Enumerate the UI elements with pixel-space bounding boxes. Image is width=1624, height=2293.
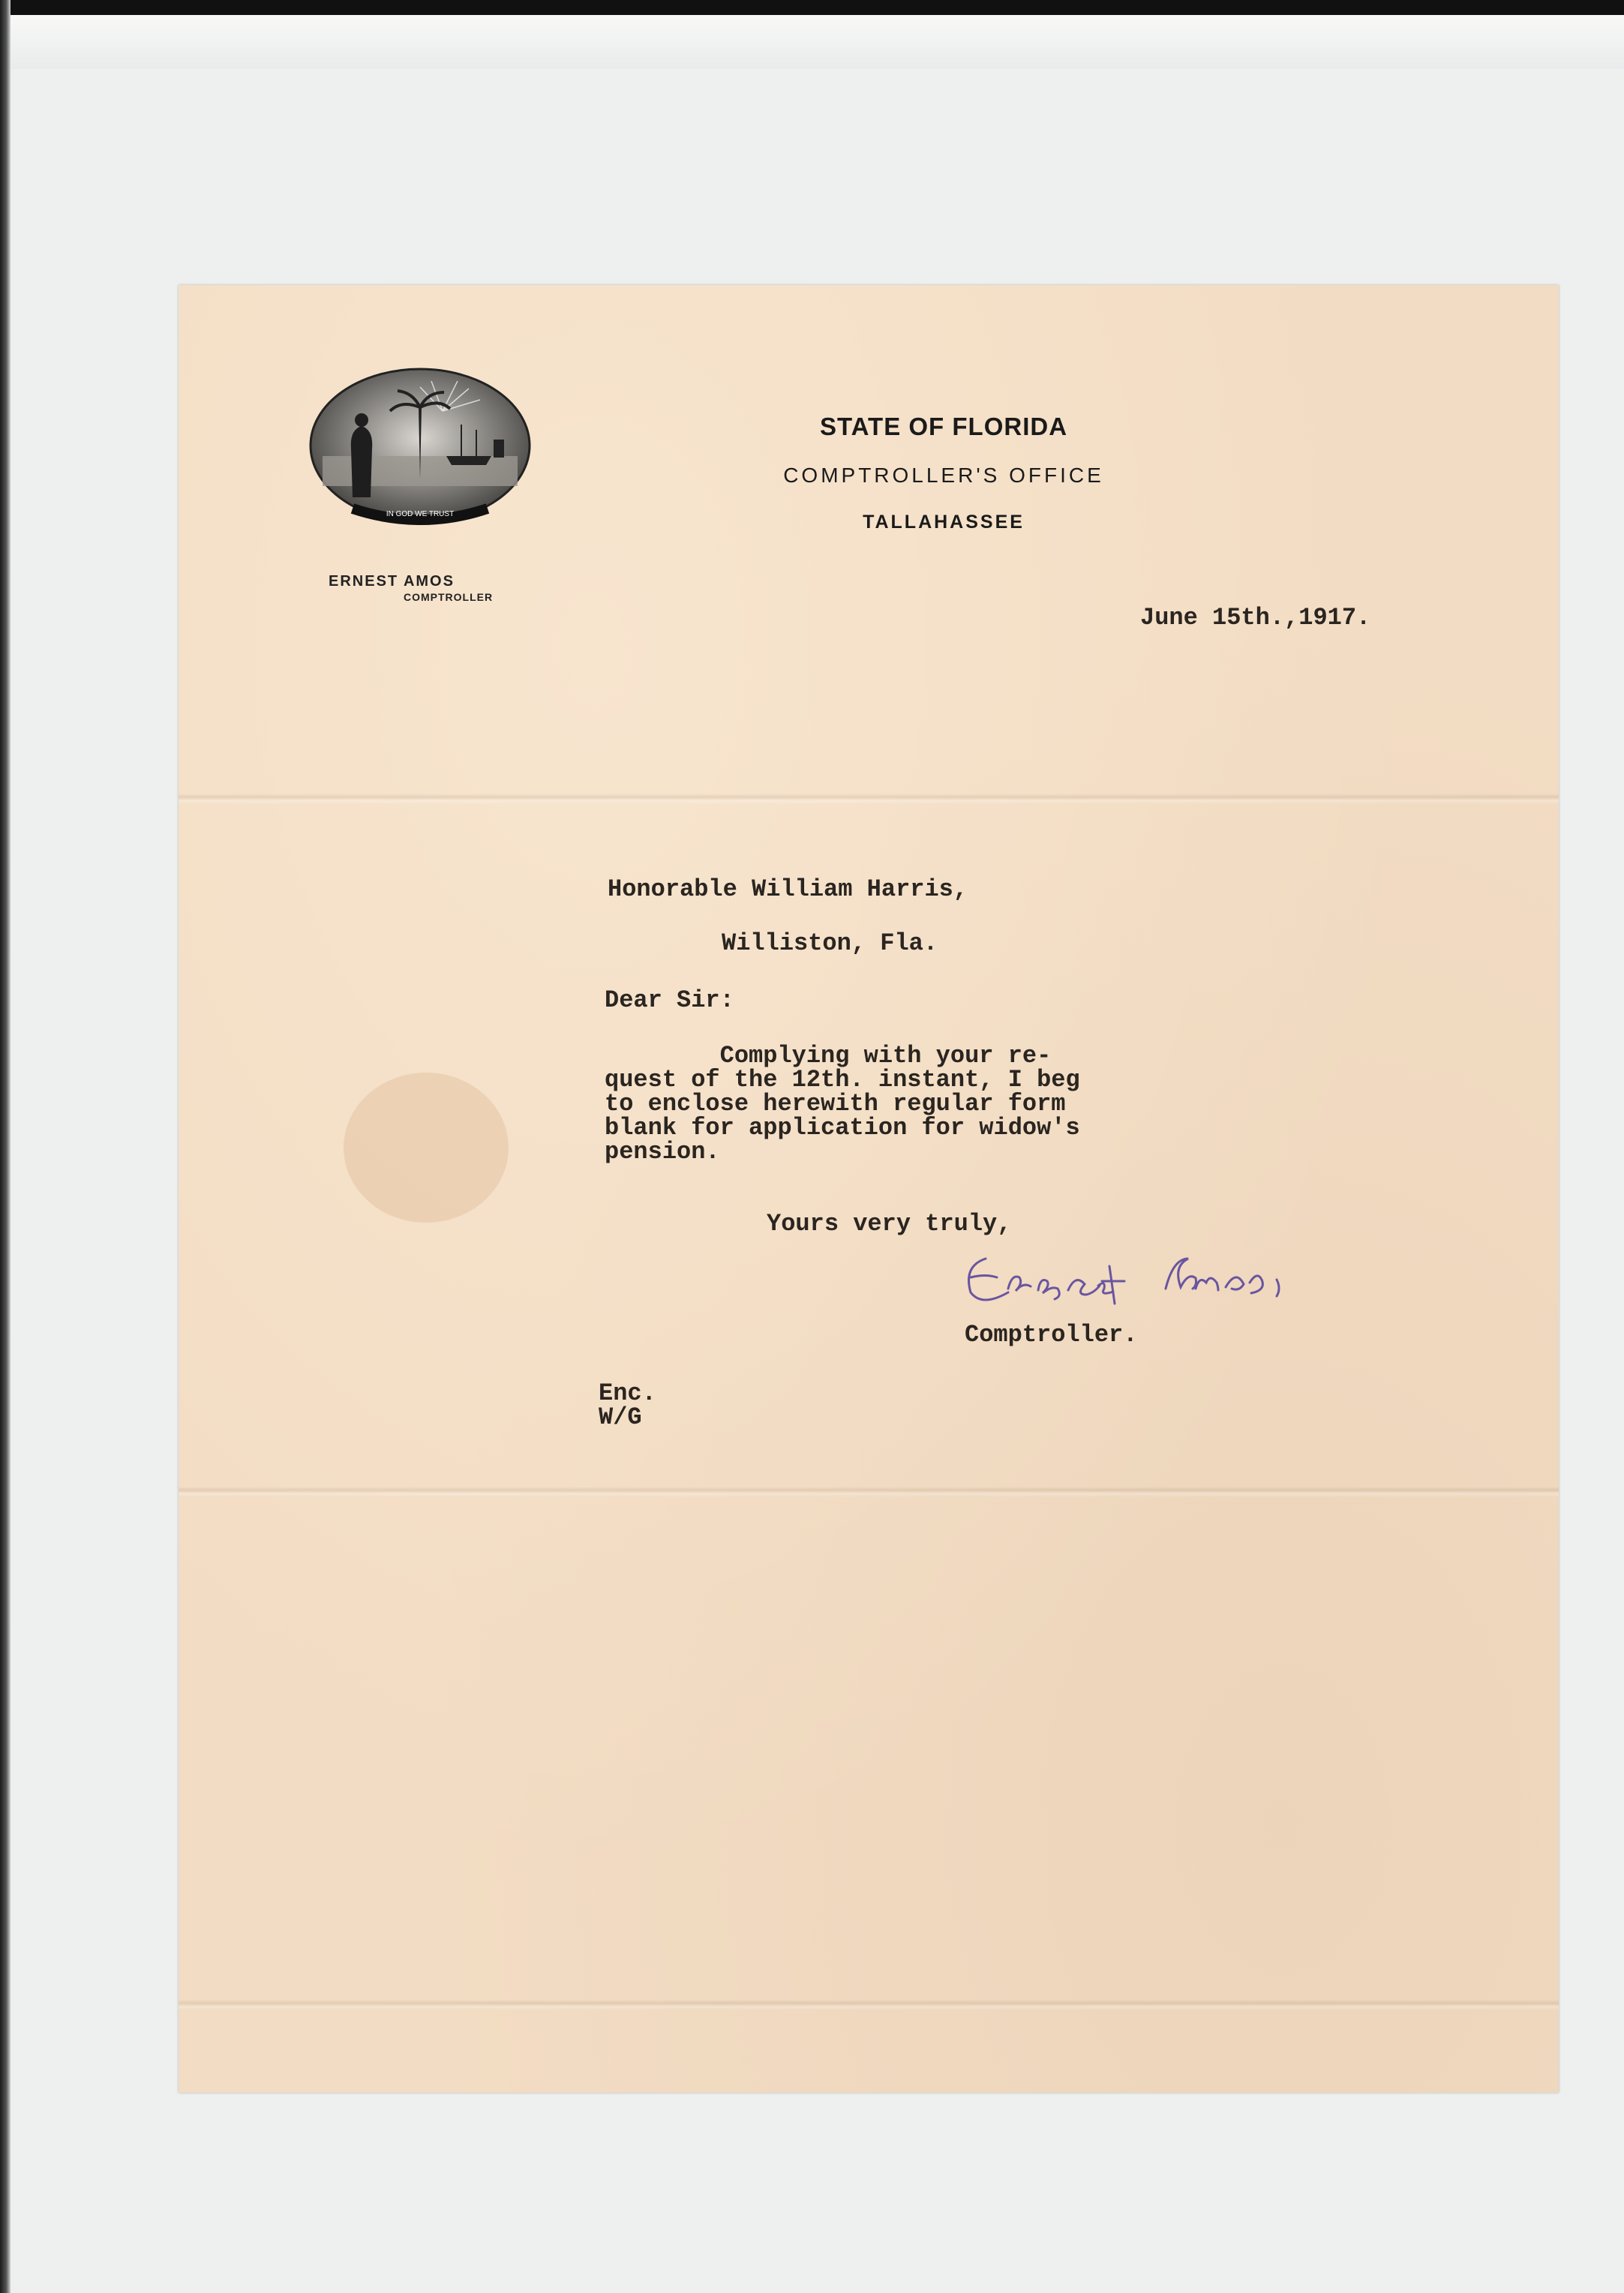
- letterhead-state: STATE OF FLORIDA: [819, 413, 1068, 440]
- scan-strip: [11, 15, 1624, 69]
- letter-body: Complying with your re- quest of the 12th. instant, I beg to enclose herewith regular form blank for application for widow's pension.: [605, 1042, 1080, 1166]
- paper-stain: [344, 1073, 509, 1223]
- recipient-name: Honorable William Harris,: [608, 875, 968, 903]
- letterhead-city: TALLAHASSEE: [863, 512, 1025, 533]
- closing: Yours very truly,: [767, 1210, 1012, 1238]
- enclosure-note: Enc.: [599, 1379, 656, 1407]
- handwritten-signature: [956, 1236, 1361, 1326]
- seal-motto: IN GOD WE TRUST: [386, 510, 455, 518]
- sender-name: ERNEST AMOS: [329, 573, 455, 590]
- signer-title: Comptroller.: [965, 1321, 1138, 1349]
- fold-line: [179, 2000, 1559, 2010]
- typist-initials: W/G: [599, 1403, 642, 1431]
- fold-line: [179, 1487, 1559, 1497]
- scan-border-top: [0, 0, 1624, 15]
- recipient-address: Williston, Fla.: [722, 929, 938, 957]
- letterhead-office: COMPTROLLER'S OFFICE: [783, 464, 1104, 487]
- letter-paper: [179, 285, 1559, 2093]
- fold-line: [179, 794, 1559, 804]
- sender-title: COMPTROLLER: [404, 591, 494, 603]
- florida-seal-icon: [308, 366, 533, 525]
- salutation: Dear Sir:: [605, 986, 734, 1014]
- letter-date: June 15th.,1917.: [1140, 604, 1371, 632]
- scan-border-left: [0, 0, 11, 2293]
